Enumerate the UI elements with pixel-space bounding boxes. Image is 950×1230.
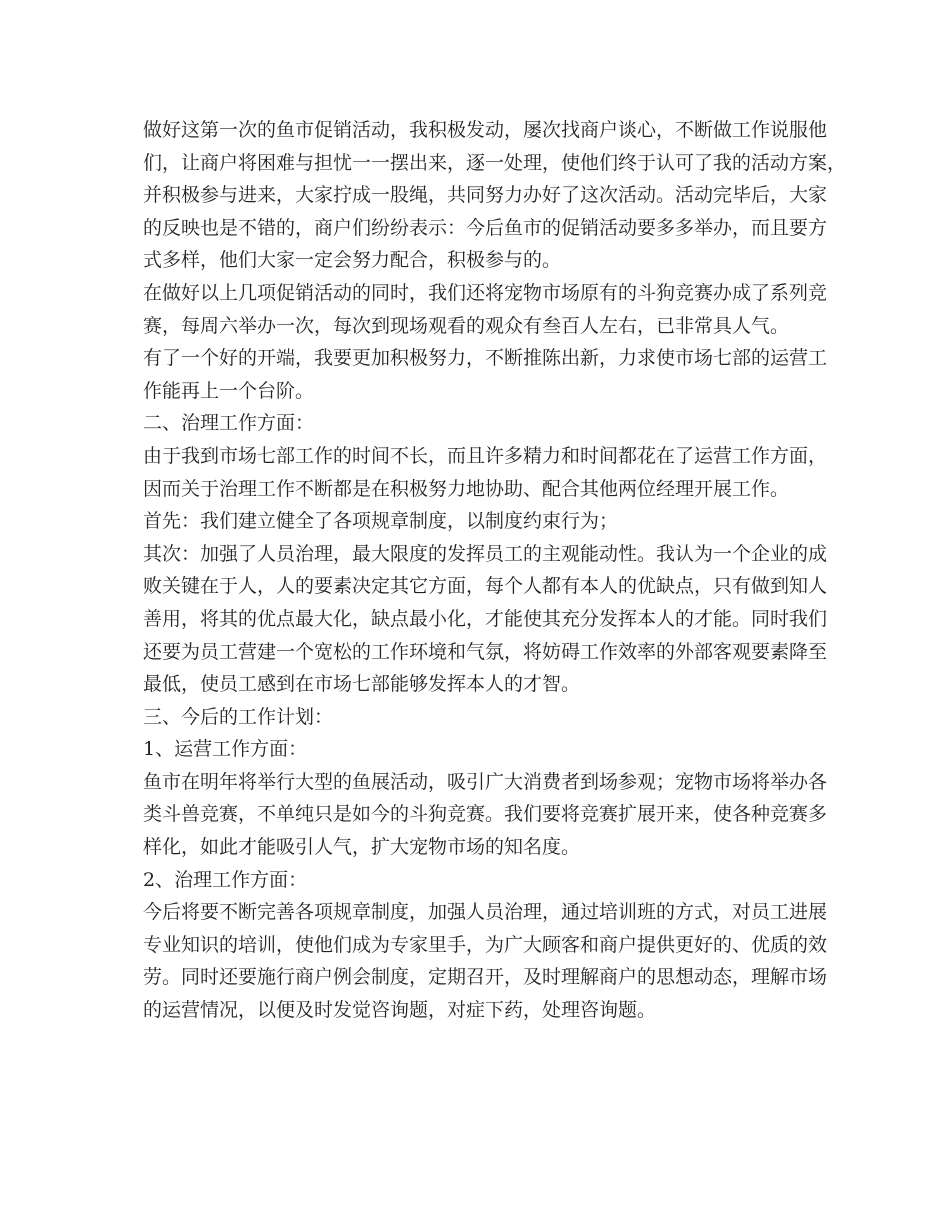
text-line: 还要为员工营建一个宽松的工作环境和气氛，将妨碍工作效率的外部客观要素降至 (143, 640, 828, 663)
text-line: 的运营情况，以便及时发觉咨询题，对症下药，处理咨询题。 (143, 999, 657, 1022)
text-line: 劳。同时还要施行商户例会制度，定期召开，及时理解商户的思想动态，理解市场 (143, 966, 828, 989)
text-line: 最低，使员工感到在市场七部能够发挥本人的才智。 (143, 673, 581, 696)
text-line: 样化，如此才能吸引人气，扩大宠物市场的知名度。 (143, 836, 581, 859)
text-line: 专业知识的培训，使他们成为专家里手，为广大顾客和商户提供更好的、优质的效 (143, 933, 828, 956)
text-line: 们，让商户将困难与担忧一一摆出来，逐一处理，使他们终于认可了我的活动方案， (143, 151, 847, 174)
text-line: 有了一个好的开端，我要更加积极努力，不断推陈出新，力求使市场七部的运营工 (143, 347, 828, 370)
section-heading: 二、治理工作方面： (143, 412, 315, 435)
text-line: 赛，每周六举办一次，每次到现场观看的观众有叁百人左右，已非常具人气。 (143, 314, 790, 337)
section-heading: 三、今后的工作计划： (143, 705, 334, 728)
text-line: 作能再上一个台阶。 (143, 379, 315, 402)
text-line: 做好这第一次的鱼市促销活动，我积极发动，屡次找商户谈心，不断做工作说服他 (143, 119, 828, 141)
text-line: 由于我到市场七部工作的时间不长，而且许多精力和时间都花在了运营工作方面， (143, 444, 828, 467)
document-body (143, 114, 847, 1027)
text-line: 其次：加强了人员治理，最大限度的发挥员工的主观能动性。我认为一个企业的成 (143, 542, 828, 565)
text-line: 今后将要不断完善各项规章制度，加强人员治理，通过培训班的方式，对员工进展 (143, 901, 828, 924)
subsection-heading: 1、运营工作方面： (143, 738, 308, 761)
text-line: 在做好以上几项促销活动的同时，我们还将宠物市场原有的斗狗竞赛办成了系列竞 (143, 281, 828, 304)
text-line: 因而关于治理工作不断都是在积极努力地协助、配合其他两位经理开展工作。 (143, 477, 790, 500)
text-line: 败关键在于人，人的要素决定其它方面，每个人都有本人的优缺点，只有做到知人 (143, 575, 828, 598)
text-line: 善用，将其的优点最大化，缺点最小化，才能使其充分发挥本人的才能。同时我们 (143, 607, 828, 630)
text-line: 类斗兽竞赛，不单纯只是如今的斗狗竞赛。我们要将竞赛扩展开来，使各种竞赛多 (143, 803, 828, 826)
text-line: 式多样，他们大家一定会努力配合，积极参与的。 (143, 249, 562, 272)
text-line: 首先：我们建立健全了各项规章制度，以制度约束行为； (143, 510, 619, 533)
text-line: 鱼市在明年将举行大型的鱼展活动，吸引广大消费者到场参观；宠物市场将举办各 (143, 770, 828, 793)
text-line: 的反映也是不错的，商户们纷纷表示：今后鱼市的促销活动要多多举办，而且要方 (143, 216, 828, 239)
text-line: 并积极参与进来，大家拧成一股绳，共同努力办好了这次活动。活动完毕后，大家 (143, 184, 828, 207)
subsection-heading: 2、治理工作方面： (143, 868, 308, 891)
